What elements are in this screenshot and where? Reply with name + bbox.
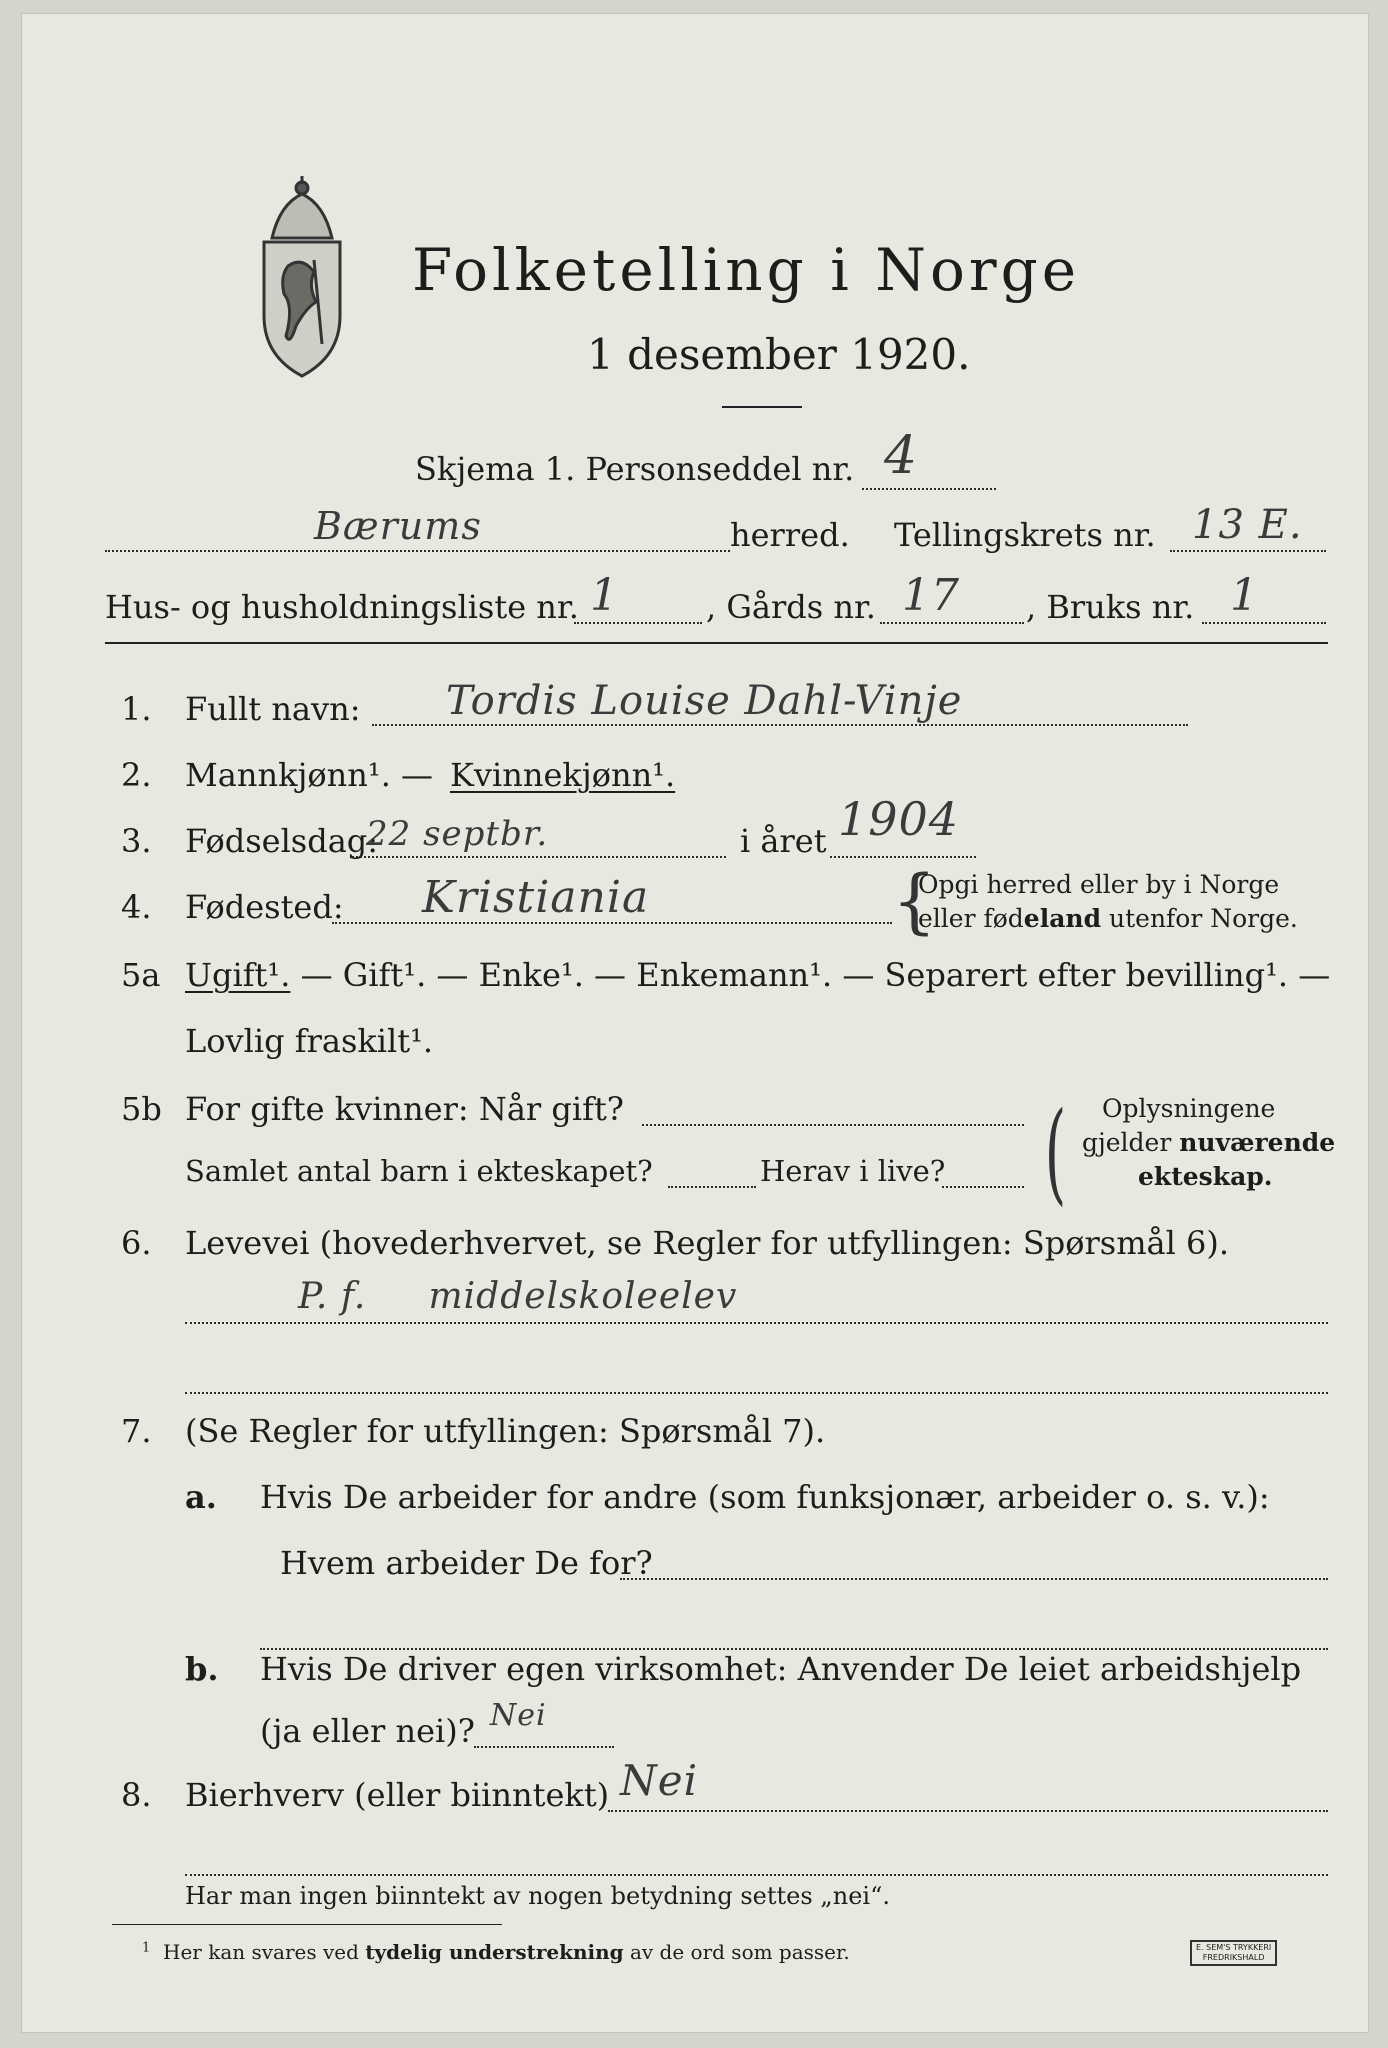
printer-stamp: E. SEM'S TRYKKERI FREDRIKSHALD	[1190, 1940, 1277, 1966]
children-alive-field[interactable]	[942, 1186, 1024, 1188]
sex-male-option[interactable]: Mannkjønn¹. —	[185, 756, 434, 794]
herred-label: herred.	[730, 516, 850, 554]
side-income-field-2[interactable]	[185, 1874, 1328, 1876]
marriage-note-line2: gjelder nuværende	[1082, 1128, 1336, 1157]
birthplace-value: Kristiania	[422, 872, 650, 923]
marital-status-ugift[interactable]: Ugift¹.	[185, 956, 291, 994]
personseddel-field[interactable]	[862, 488, 996, 490]
title-divider	[722, 406, 802, 408]
occupation-value: P. f. middelskoleelev	[298, 1276, 738, 1317]
q2-number: 2.	[121, 756, 152, 794]
married-when-label: For gifte kvinner: Når gift?	[185, 1090, 624, 1128]
form-title: Folketelling i Norge	[412, 236, 1081, 304]
hired-help-field[interactable]	[474, 1746, 614, 1748]
sex-female-option[interactable]: Kvinnekjønn¹.	[450, 756, 676, 794]
children-total-field[interactable]	[668, 1186, 756, 1188]
occupation-field-2[interactable]	[185, 1392, 1328, 1394]
hus-label: Hus- og husholdningsliste nr.	[105, 588, 579, 626]
full-name-value: Tordis Louise Dahl-Vinje	[446, 678, 963, 724]
gards-field[interactable]	[880, 622, 1024, 624]
bruks-field[interactable]	[1202, 622, 1326, 624]
q4-number: 4.	[121, 888, 152, 926]
q7-label: (Se Regler for utfyllingen: Spørsmål 7).	[185, 1412, 826, 1450]
q6-number: 6.	[121, 1224, 152, 1262]
q7b-letter: b.	[185, 1650, 219, 1688]
side-income-label: Bierhverv (eller biinntekt)	[185, 1776, 610, 1814]
census-date: 1 desember 1920.	[587, 330, 971, 379]
q5b-number: 5b	[121, 1090, 162, 1128]
birth-year-value: 1904	[838, 792, 960, 846]
header-separator	[105, 642, 1328, 644]
q7a-line1: Hvis De arbeider for andre (som funksjonær, arbeider o. s. v.):	[260, 1478, 1270, 1516]
full-name-field[interactable]	[372, 724, 1188, 726]
q7b-line2: (ja eller nei)?	[260, 1712, 475, 1750]
herred-field[interactable]	[105, 550, 730, 552]
birth-year-label: i året	[740, 822, 827, 860]
q5a-number: 5a	[121, 956, 161, 994]
occupation-label: Levevei (hovederhvervet, se Regler for utfyllingen: Spørsmål 6).	[185, 1224, 1230, 1262]
q8-number: 8.	[121, 1776, 152, 1814]
hus-value: 1	[590, 570, 619, 621]
hus-field[interactable]	[574, 622, 702, 624]
marriage-note-brace: (	[1044, 1088, 1067, 1216]
bruks-value: 1	[1230, 570, 1259, 621]
census-form	[22, 14, 1368, 2032]
bruks-label: , Bruks nr.	[1026, 588, 1195, 626]
q1-number: 1.	[121, 690, 152, 728]
marriage-note-line3: ekteskap.	[1138, 1162, 1273, 1191]
birthday-value: 22 septbr.	[366, 814, 549, 854]
q7a-line2: Hvem arbeider De for?	[280, 1544, 653, 1582]
marital-status-other[interactable]: — Gift¹. — Enke¹. — Enkemann¹. — Separert efter bevilling¹. —	[290, 956, 1331, 994]
employer-field[interactable]	[620, 1578, 1328, 1580]
tellingskrets-label: Tellingskrets nr.	[894, 516, 1156, 554]
birthplace-note-line2: eller fødeland utenfor Norge.	[918, 904, 1298, 933]
gards-value: 17	[902, 570, 960, 621]
married-when-field[interactable]	[642, 1124, 1024, 1126]
q1-label: Fullt navn:	[185, 690, 361, 728]
gards-label: , Gårds nr.	[706, 588, 876, 626]
q4-label: Fødested:	[185, 888, 344, 926]
q7-number: 7.	[121, 1412, 152, 1450]
side-income-value: Nei	[620, 1756, 699, 1805]
schema-label: Skjema 1. Personseddel nr.	[415, 450, 855, 488]
norwegian-coat-of-arms-icon	[250, 176, 354, 382]
tellingskrets-field[interactable]	[1170, 550, 1326, 552]
herred-value: Bærums	[314, 504, 482, 548]
marriage-note-line1: Oplysningene	[1102, 1094, 1276, 1123]
side-income-field[interactable]	[608, 1810, 1328, 1812]
q7a-letter: a.	[185, 1478, 217, 1516]
q3-number: 3.	[121, 822, 152, 860]
personseddel-value: 4	[884, 426, 919, 486]
birth-year-field[interactable]	[830, 856, 976, 858]
q7b-line1: Hvis De driver egen virksomhet: Anvender De leiet arbeidshjelp	[260, 1650, 1302, 1688]
birthplace-note-brace: {	[892, 860, 937, 942]
q3-label: Fødselsdag:	[185, 822, 379, 860]
children-alive-label: Herav i live?	[760, 1154, 946, 1188]
birthday-field[interactable]	[352, 856, 726, 858]
birthplace-note-line1: Opgi herred eller by i Norge	[918, 870, 1280, 899]
children-total-label: Samlet antal barn i ekteskapet?	[185, 1154, 653, 1188]
footnote: $^1$ Her kan svares ved tydelig understrekning av de ord som passer.	[142, 1940, 850, 1964]
marital-status-options	[185, 956, 1330, 994]
footer-note: Har man ingen biinntekt av nogen betydning settes „nei“.	[185, 1882, 890, 1910]
hired-help-value: Nei	[490, 1698, 547, 1733]
tellingskrets-value: 13 E.	[1192, 502, 1303, 548]
occupation-field[interactable]	[185, 1322, 1328, 1324]
footer-rule	[112, 1924, 502, 1925]
marital-status-fraskilt[interactable]: Lovlig fraskilt¹.	[185, 1022, 434, 1060]
